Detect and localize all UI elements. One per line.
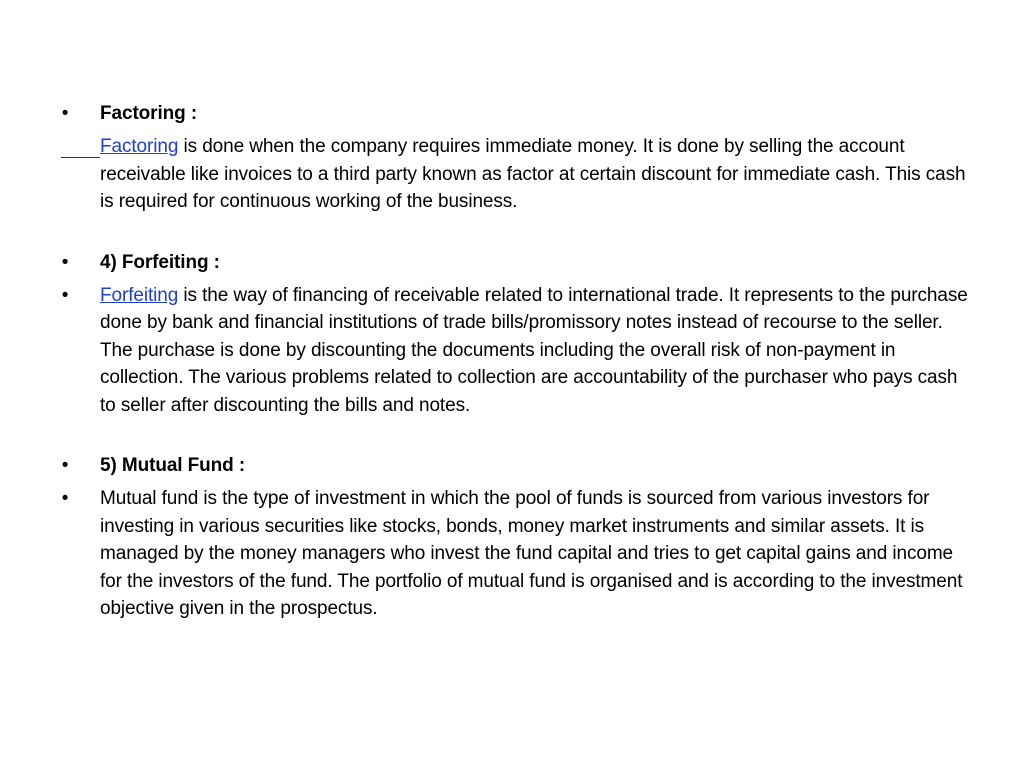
forfeiting-link[interactable]: Forfeiting [100, 285, 179, 307]
mutual-heading: 5) Mutual Fund : [100, 455, 246, 477]
forfeiting-heading: 4) Forfeiting : [100, 251, 220, 273]
bullet-factoring-heading [58, 100, 968, 127]
bullet-forfeiting-body [58, 282, 968, 419]
bullet-dot: • [61, 488, 69, 510]
factoring-heading: Factoring : [100, 103, 198, 124]
underline-mark [61, 133, 100, 158]
forfeiting-text: is the way of financing of receivable related to international trade. It represents to the purchase done by bank and financial institutions of trade bills/promissory notes instead of recourse to the seller. The purchase is done by discounting the documents including the overall risk of non-payment in collection. The various problems related to collection are accountability of the purchaser who pays cash to seller after discounting the bills and notes. [100, 285, 968, 416]
bullet-dot: • [61, 285, 69, 307]
bullet-mutual-heading [58, 452, 968, 479]
mutual-text: Mutual fund is the type of investment in which the pool of funds is sourced from various investors for investing in various securities like stocks, bonds, money market instruments and similar assets. It is managed by the money managers who invest the fund capital and tries to get capital gains and income for the investors of the fund. The portfolio of mutual fund is organised and is according to the investment objective given in the prospectus. [100, 488, 963, 620]
factoring-link[interactable]: Factoring [100, 136, 179, 158]
bullet-forfeiting-heading [58, 249, 968, 276]
spacer [58, 419, 968, 452]
spacer [58, 216, 968, 249]
factoring-paragraph [58, 133, 968, 215]
bullet-dot: • [61, 455, 69, 477]
bullet-mutual-body [58, 485, 968, 622]
bullet-dot: • [61, 103, 69, 124]
slide-content [58, 100, 968, 623]
bullet-dot: • [61, 251, 69, 273]
factoring-text: is done when the company requires immediate money. It is done by selling the account receivable like invoices to a third party known as factor at certain discount for immediate cash. This cash is required for continuous working of the business. [100, 136, 966, 213]
